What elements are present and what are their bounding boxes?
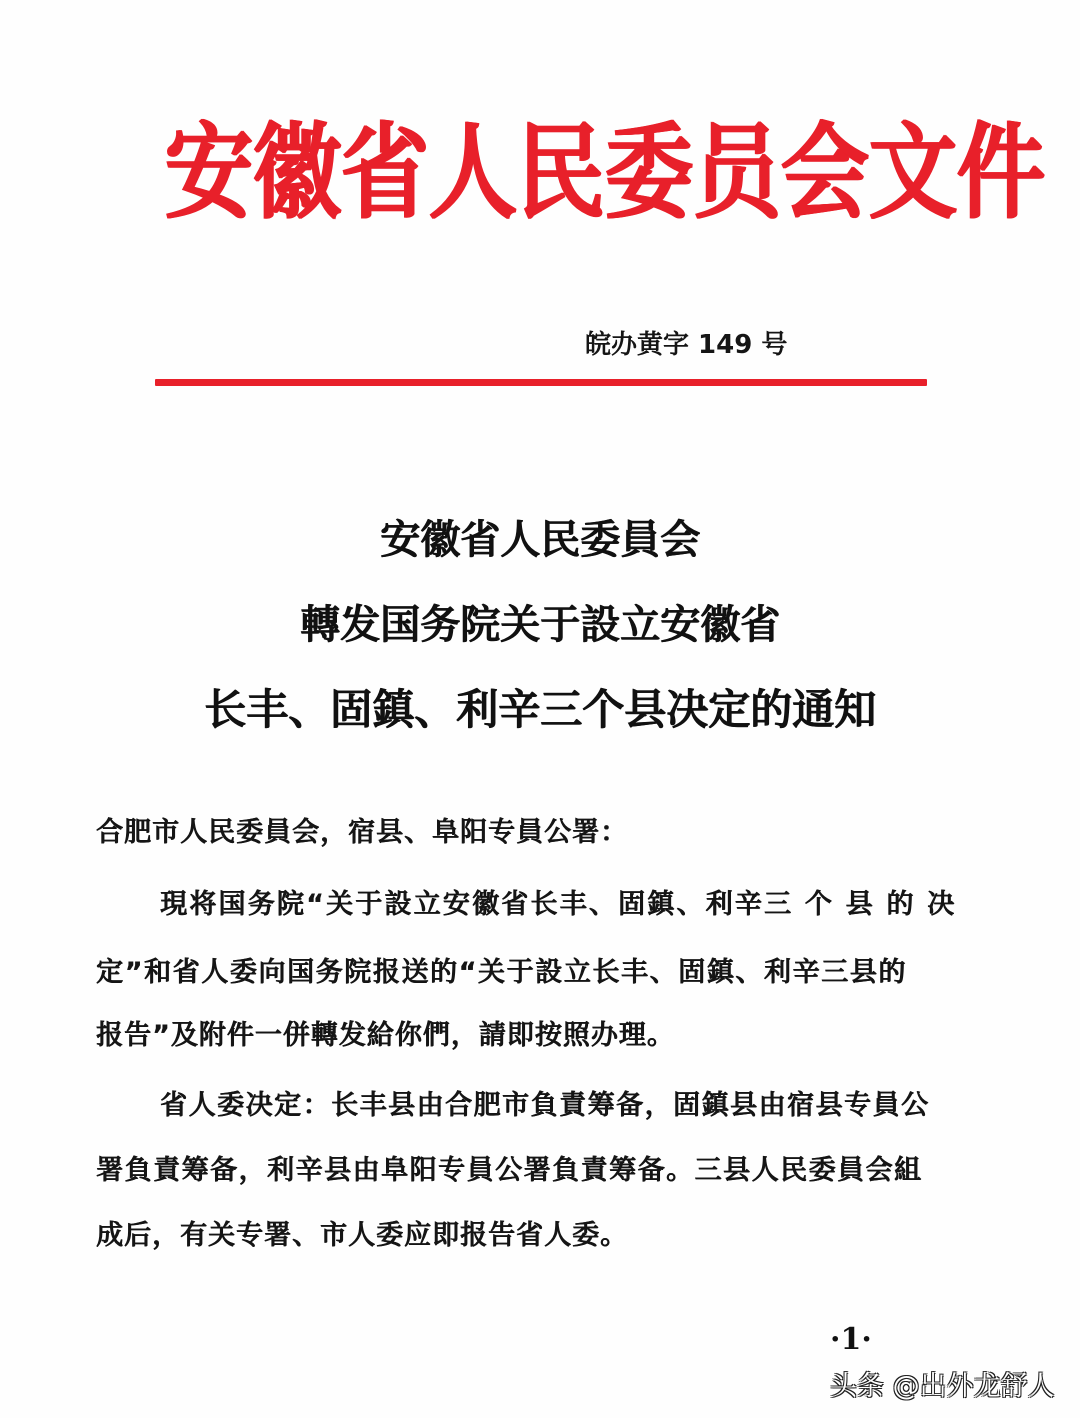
- addressee-line: 合肥市人民委員会，宿县、阜阳专員公署：: [96, 817, 628, 848]
- document-header-title: 安徽省人民委员会文件: [165, 111, 1046, 234]
- paragraph-2-line-1: 省人委决定：长丰县由合肥市負責筹备，固鎮县由宿县专員公: [160, 1090, 930, 1121]
- document-number: 皖办黄字 149 号: [585, 330, 788, 360]
- red-divider-rule: [155, 379, 927, 386]
- subject-line-1: 安徽省人民委員会: [380, 517, 700, 563]
- watermark-text: 头条 @出外龙舒人: [830, 1371, 1055, 1402]
- paragraph-1-line-3: 报告”及附件一併轉发給你們，請即按照办理。: [96, 1020, 675, 1051]
- page-number: ·1·: [830, 1322, 872, 1357]
- paragraph-1-line-1: 現将国务院“关于設立安徽省长丰、固鎮、利辛三 个 县 的 决: [160, 889, 957, 920]
- subject-line-2: 轉发国务院关于設立安徽省: [300, 602, 780, 648]
- paragraph-2-line-3: 成后，有关专署、市人委应即报告省人委。: [96, 1220, 628, 1251]
- paragraph-1-line-2: 定”和省人委向国务院报送的“关于設立长丰、固鎮、利辛三县的: [96, 957, 907, 988]
- paragraph-2-line-2: 署負責筹备，利辛县由阜阳专員公署負責筹备。三县人民委員会組: [96, 1155, 923, 1186]
- subject-line-3: 长丰、固鎮、利辛三个县决定的通知: [203, 685, 876, 734]
